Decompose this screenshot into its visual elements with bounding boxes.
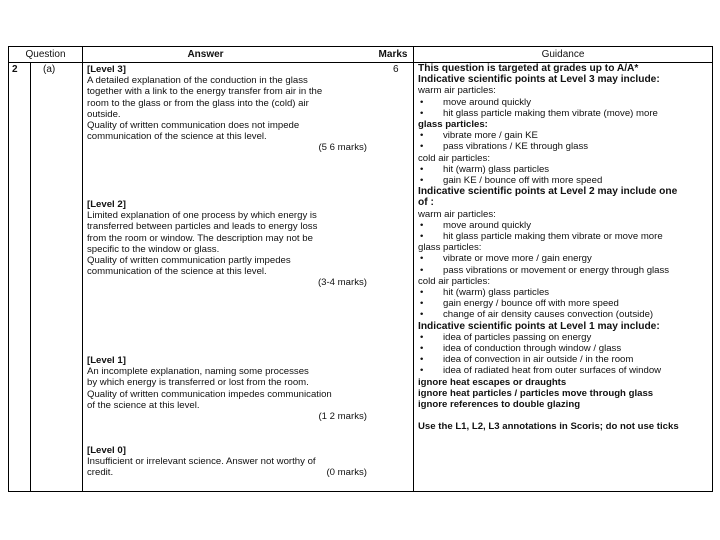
level-3-block	[87, 64, 407, 154]
level-1-marks: (1 2 marks)	[318, 411, 367, 423]
level-1-line: Quality of written communication impedes communication	[87, 388, 332, 400]
header-answer: Answer	[187, 49, 224, 60]
level-0-line: Insufficient or irrelevant science. Answer not worthy of	[87, 456, 316, 468]
guidance-bullet: • move around quickly	[420, 219, 531, 231]
level-3-line: Quality of written communication does not impede	[87, 120, 300, 132]
bullet-icon: •	[420, 287, 424, 299]
level-2-line: transferred between particles and leads to energy loss	[87, 221, 318, 233]
level-3-marks: (5 6 marks)	[318, 142, 367, 154]
total-marks: 6	[393, 64, 399, 75]
spacer	[418, 410, 712, 421]
level-0-line: credit. (0 marks)	[87, 467, 367, 479]
level-1-line: by which energy is transferred or lost from the room.	[87, 377, 309, 389]
answer-column	[87, 64, 413, 484]
level-3-heading: Indicative scientific points at Level 3 may include:	[418, 74, 660, 86]
level-2-label: [Level 2]	[87, 199, 126, 210]
level-0-block	[87, 445, 407, 479]
ignore-note: ignore heat particles / particles move through glass	[418, 387, 654, 399]
ignore-note: ignore references to double glazing	[418, 399, 581, 411]
guidance-bullet: • pass vibrations or movement or energy through glass	[420, 264, 670, 276]
level-2-block	[87, 199, 407, 289]
bullet-icon: •	[420, 231, 424, 243]
bullet-icon: •	[420, 264, 424, 276]
level-0-marks: (0 marks)	[326, 467, 367, 479]
bullet-icon: •	[420, 365, 424, 377]
level-2-marks: (3-4 marks)	[317, 277, 367, 289]
level-3-line: communication of the science at this level.	[87, 131, 267, 143]
level-3-line: outside.	[87, 108, 121, 120]
guidance-bullet: • hit glass particle making them vibrate (move) more	[420, 107, 658, 119]
guidance-bullet: • idea of radiated heat from outer surfaces of window	[420, 365, 662, 377]
guidance-bullet: • pass vibrations / KE through glass	[420, 141, 589, 153]
bullet-icon: •	[420, 343, 424, 355]
question-answer-divider	[82, 47, 83, 491]
group-label: cold air particles:	[418, 152, 490, 164]
level-3-line: room to the glass or from the glass into the (cold) air	[87, 97, 309, 109]
level-3-line: A detailed explanation of the conduction in the glass	[87, 75, 308, 87]
answer-guidance-divider	[413, 47, 414, 491]
bullet-icon: •	[420, 354, 424, 366]
ignore-note: ignore heat escapes or draughts	[418, 376, 567, 388]
guidance-bullet: • change of air density causes convection (outside)	[420, 309, 654, 321]
level-1-line: of the science at this level.	[87, 399, 200, 411]
header-question: Question	[25, 49, 66, 60]
question-part: (a)	[43, 64, 56, 75]
target-grade-note: This question is targeted at grades up to A/A*	[418, 63, 639, 74]
number-part-divider	[30, 63, 31, 491]
guidance-bullet: • gain energy / bounce off with more speed	[420, 298, 619, 310]
level-1-line: An incomplete explanation, naming some processes	[87, 366, 309, 378]
bullet-icon: •	[420, 253, 424, 265]
guidance-column	[418, 63, 712, 433]
level-2-heading-cont: of :	[418, 197, 434, 209]
level-2-heading: Indicative scientific points at Level 2 may include one	[418, 186, 678, 198]
group-label: warm air particles:	[418, 208, 496, 220]
bullet-icon: •	[420, 107, 424, 119]
guidance-bullet: • hit glass particle making them vibrate or move more	[420, 231, 663, 243]
bullet-icon: •	[420, 219, 424, 231]
question-number: 2	[12, 64, 18, 75]
level-3-line: together with a link to the energy transfer from air in the	[87, 86, 323, 98]
bullet-icon: •	[420, 175, 424, 187]
group-label: glass particles:	[418, 242, 482, 254]
level-2-line: Quality of written communication partly impedes	[87, 255, 291, 267]
level-3-label: [Level 3]	[87, 64, 126, 75]
level-1-block	[87, 355, 407, 422]
guidance-bullet: • move around quickly	[420, 96, 531, 108]
level-2-line: Limited explanation of one process by which energy is	[87, 210, 317, 222]
guidance-bullet: • idea of convection in air outside / in the room	[420, 354, 634, 366]
bullet-icon: •	[420, 309, 424, 321]
level-2-line: specific to the window or glass.	[87, 243, 220, 255]
level-2-line: from the room or window. The description may not be	[87, 232, 313, 244]
guidance-bullet: • idea of particles passing on energy	[420, 331, 592, 343]
header-marks: Marks	[378, 49, 408, 60]
header-guidance: Guidance	[541, 49, 585, 60]
scoris-annotation-note: Use the L1, L2, L3 annotations in Scoris; do not use ticks	[418, 421, 679, 433]
mark-scheme-table	[8, 46, 713, 492]
guidance-bullet: • vibrate more / gain KE	[420, 130, 538, 142]
level-2-line: communication of the science at this level.	[87, 266, 267, 278]
level-1-heading: Indicative scientific points at Level 1 may include:	[418, 320, 660, 332]
bullet-icon: •	[420, 141, 424, 153]
group-label: warm air particles:	[418, 85, 496, 97]
guidance-bullet: • hit (warm) glass particles	[420, 163, 550, 175]
guidance-bullet: • gain KE / bounce off with more speed	[420, 175, 603, 187]
bullet-icon: •	[420, 96, 424, 108]
level-0-label: [Level 0]	[87, 445, 126, 456]
bullet-icon: •	[420, 331, 424, 343]
bullet-icon: •	[420, 163, 424, 175]
guidance-bullet: • vibrate or move more / gain energy	[420, 253, 592, 265]
level-1-label: [Level 1]	[87, 355, 126, 366]
bullet-icon: •	[420, 130, 424, 142]
group-label: glass particles:	[418, 119, 488, 131]
bullet-icon: •	[420, 298, 424, 310]
group-label: cold air particles:	[418, 275, 490, 287]
guidance-bullet: • hit (warm) glass particles	[420, 287, 550, 299]
guidance-bullet: • idea of conduction through window / glass	[420, 343, 622, 355]
